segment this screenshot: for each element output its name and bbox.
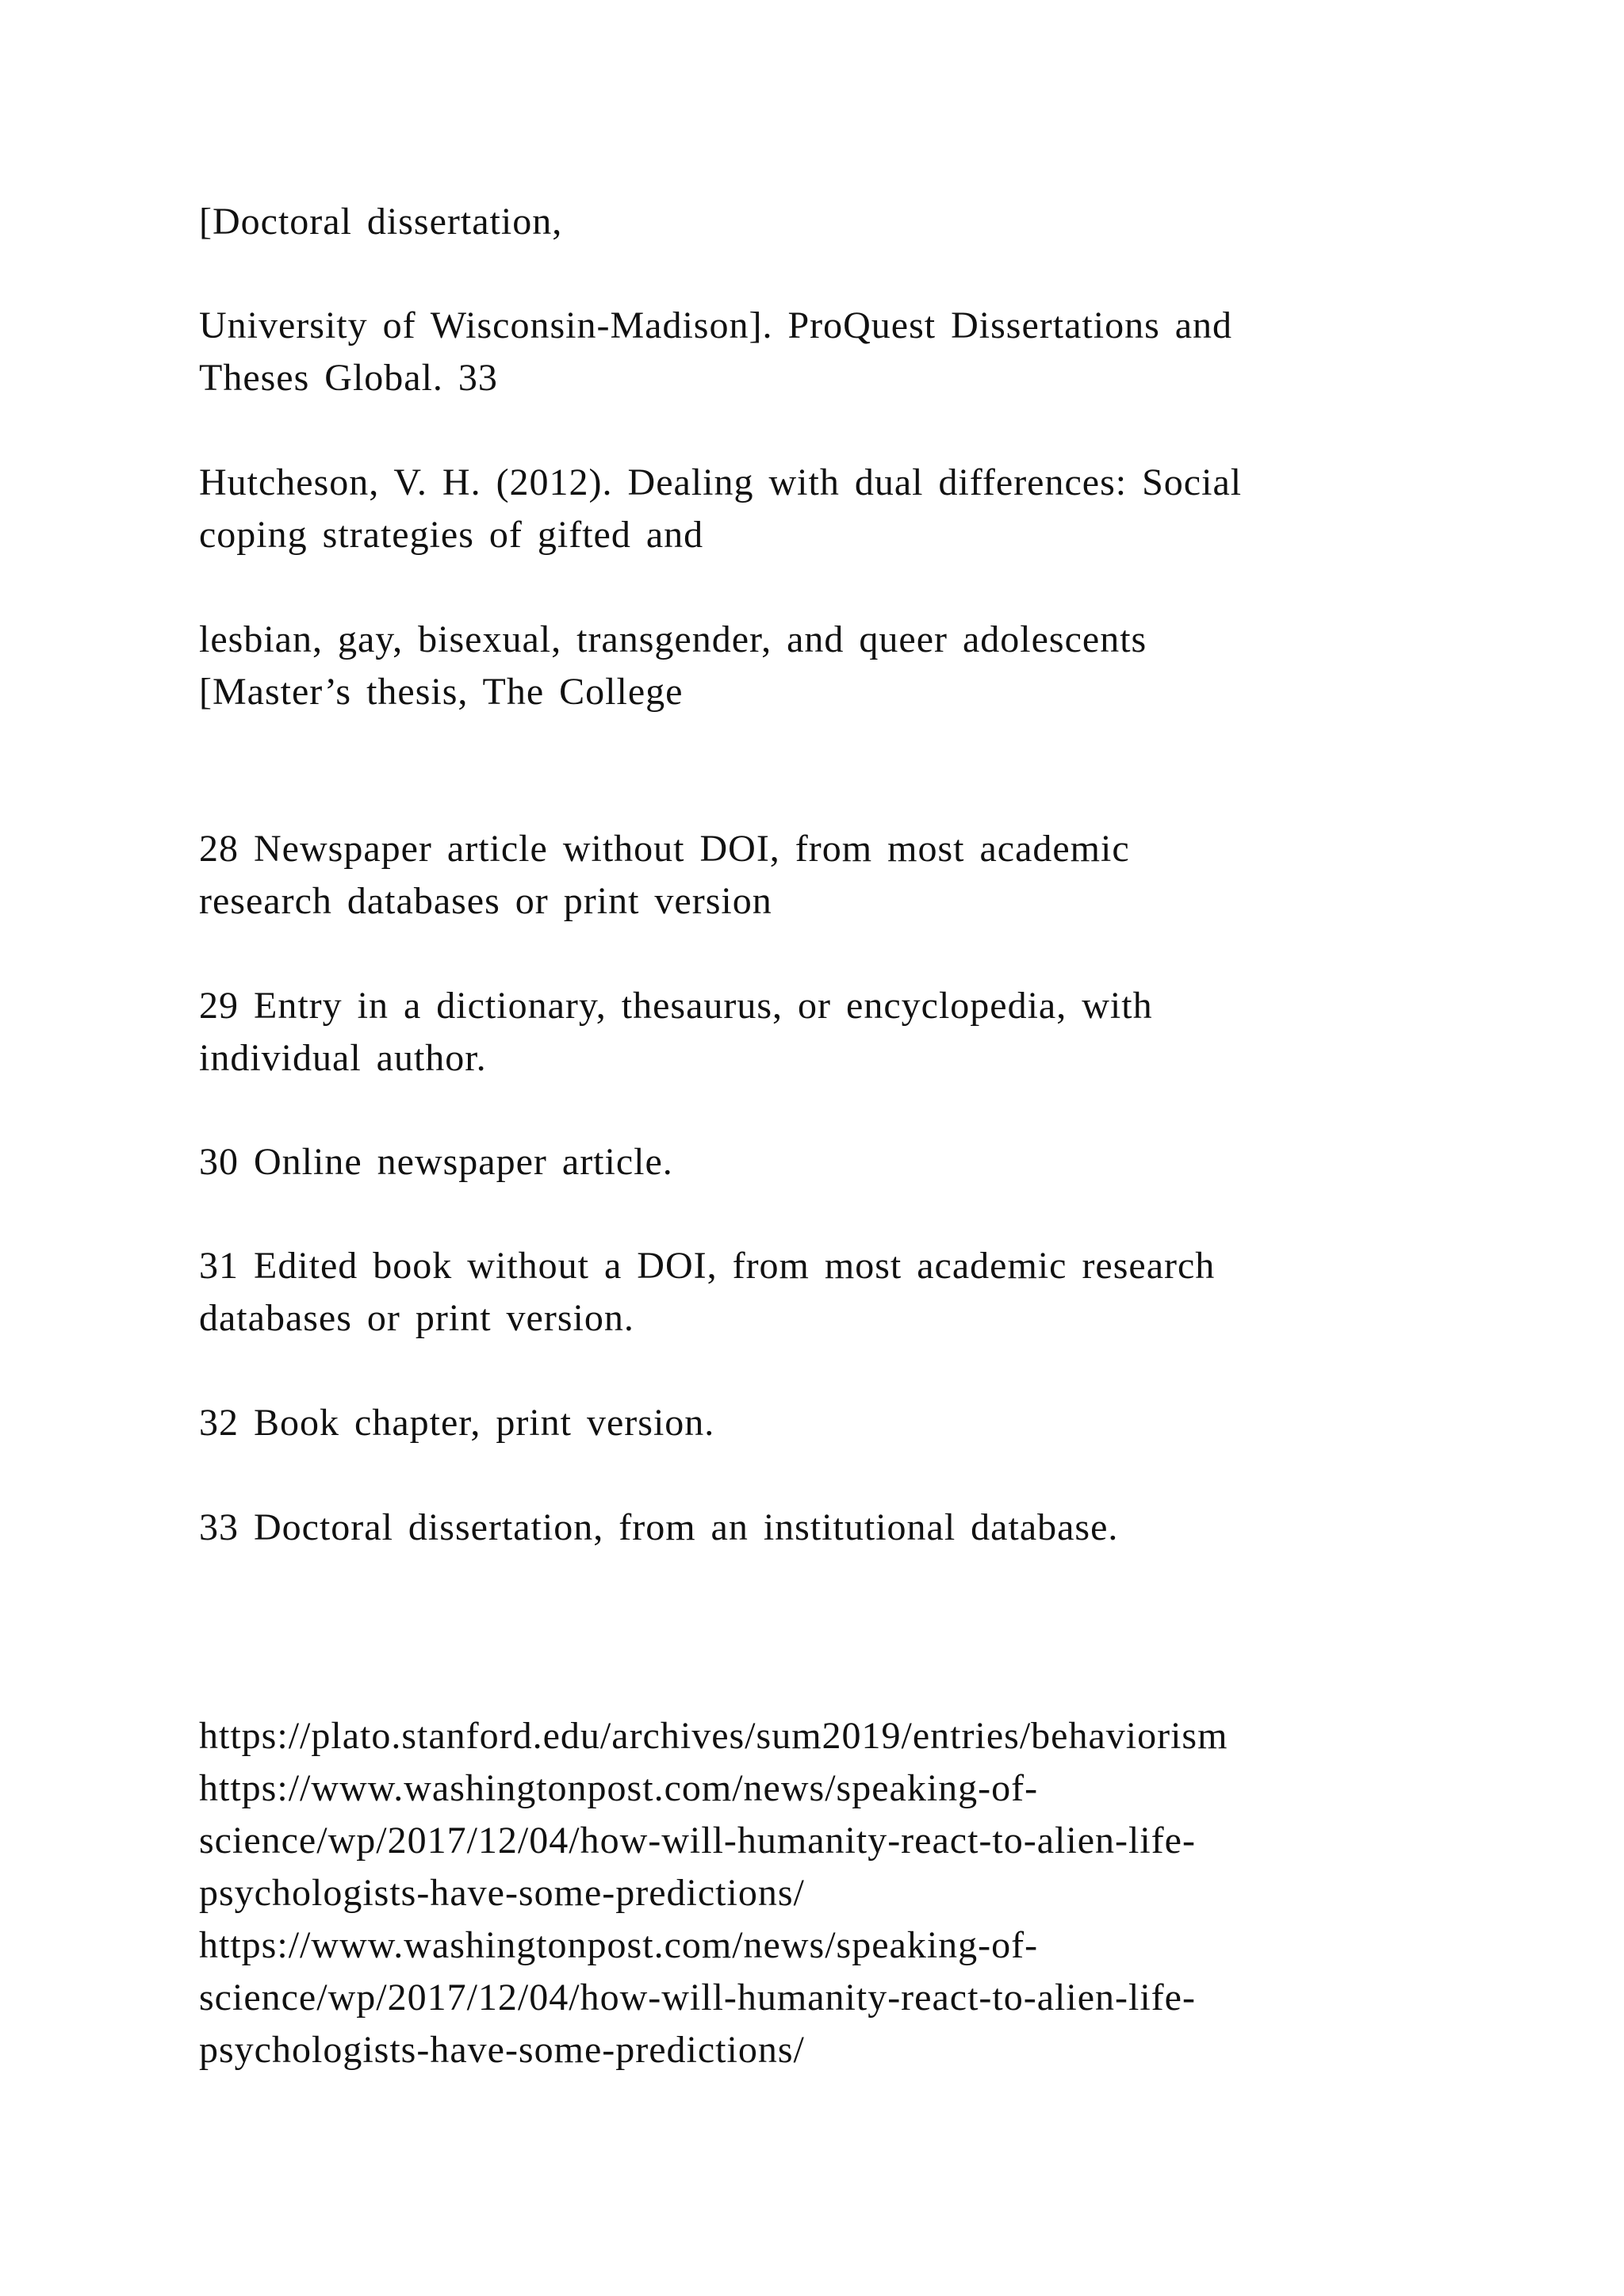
text-line: databases or print version. xyxy=(199,1297,634,1339)
text-line: research databases or print version xyxy=(199,880,772,922)
footnote-29 xyxy=(199,980,1153,1085)
url-list xyxy=(199,1710,1228,2076)
text-line: [Doctoral dissertation, xyxy=(199,201,563,243)
footnote-31 xyxy=(199,1240,1215,1345)
text-line: 33 Doctoral dissertation, from an institutional database. xyxy=(199,1506,1119,1548)
paragraph-hutcheson-reference xyxy=(199,457,1242,561)
text-line: coping strategies of gifted and xyxy=(199,514,704,556)
text-line: 30 Online newspaper article. xyxy=(199,1141,673,1183)
text-line: individual author. xyxy=(199,1037,487,1079)
url-line: https://www.washingtonpost.com/news/speaking-of- xyxy=(199,1924,1039,1966)
paragraph-dissertation-bracket xyxy=(199,196,562,248)
footnote-32 xyxy=(199,1397,714,1449)
url-line: psychologists-have-some-predictions/ xyxy=(199,2029,805,2071)
url-line: psychologists-have-some-predictions/ xyxy=(199,1872,805,1914)
text-line: 28 Newspaper article without DOI, from most academic xyxy=(199,828,1130,870)
footnote-33 xyxy=(199,1502,1118,1554)
url-line: https://plato.stanford.edu/archives/sum2019/entries/behaviorism xyxy=(199,1715,1228,1757)
text-line: 31 Edited book without a DOI, from most academic research xyxy=(199,1245,1216,1287)
text-line: Hutcheson, V. H. (2012). Dealing with dual differences: Social xyxy=(199,461,1243,503)
text-line: University of Wisconsin-Madison]. ProQuest Dissertations and xyxy=(199,304,1233,346)
text-line: 32 Book chapter, print version. xyxy=(199,1402,715,1444)
footnote-30 xyxy=(199,1136,673,1188)
url-line: https://www.washingtonpost.com/news/speaking-of- xyxy=(199,1767,1039,1809)
url-line: science/wp/2017/12/04/how-will-humanity-react-to-alien-life- xyxy=(199,1820,1196,1862)
text-line: Theses Global. 33 xyxy=(199,357,498,399)
text-line: [Master’s thesis, The College xyxy=(199,671,684,713)
text-line: 29 Entry in a dictionary, thesaurus, or encyclopedia, with xyxy=(199,985,1153,1027)
text-line: lesbian, gay, bisexual, transgender, and queer adolescents xyxy=(199,618,1147,660)
url-line: science/wp/2017/12/04/how-will-humanity-react-to-alien-life- xyxy=(199,1976,1196,2019)
paragraph-university xyxy=(199,300,1232,404)
footnote-28 xyxy=(199,823,1130,928)
paragraph-lgbtq-adolescents xyxy=(199,614,1147,718)
